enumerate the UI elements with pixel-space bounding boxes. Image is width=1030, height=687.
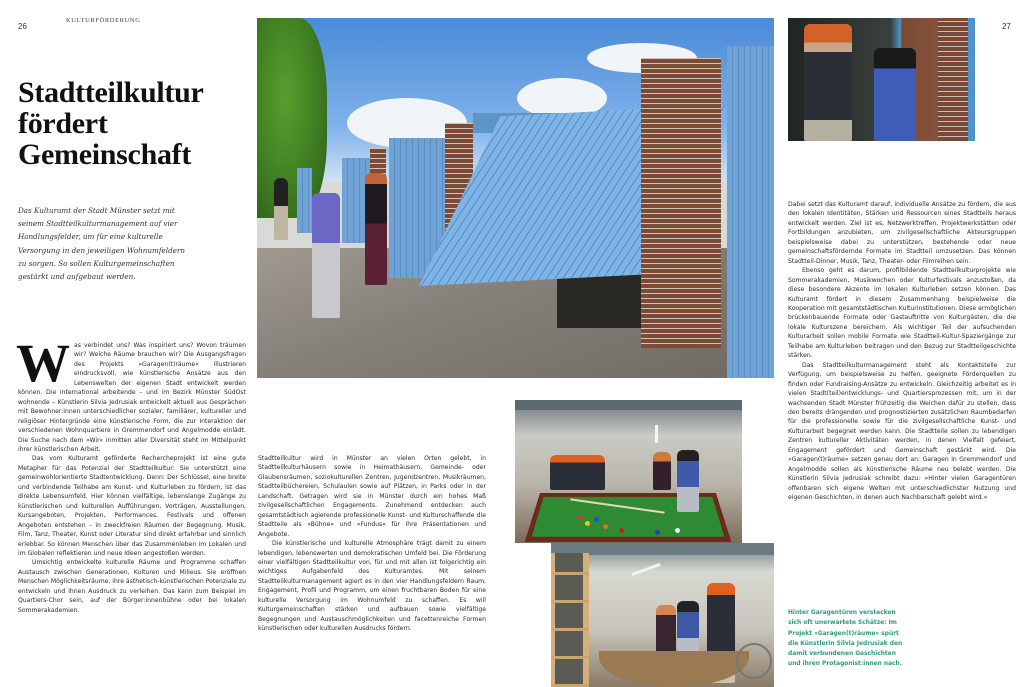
page-number-left: 26 bbox=[18, 22, 27, 31]
photo-boat-garage bbox=[551, 543, 774, 687]
cue-ball bbox=[675, 528, 680, 533]
garage-door bbox=[297, 168, 312, 233]
photo-pool-table bbox=[515, 400, 742, 543]
garage-door bbox=[727, 46, 774, 378]
ceiling-light bbox=[655, 425, 658, 443]
article-lead: Das Kulturamt der Stadt Münster setzt mit seinem Stadtteilkulturmanagement auf vier Handlungsfelder, um für eine kulturelle Versorgung in den jeweiligen Wohnumfeldern zu sorgen. So sollen Kulturgemeinschaften gestärkt und aufgebaut werden. bbox=[18, 206, 186, 282]
storage-shelf bbox=[551, 553, 589, 687]
photo-artist-conversation bbox=[788, 18, 975, 141]
body-column-2 bbox=[258, 454, 486, 634]
person-background bbox=[274, 178, 288, 240]
body-column-3 bbox=[788, 200, 1016, 503]
brick-pillar bbox=[641, 58, 721, 348]
pool-ball bbox=[655, 530, 660, 535]
person-playing-pool bbox=[550, 455, 605, 490]
article-headline bbox=[18, 77, 248, 170]
person-blue-sweater bbox=[677, 450, 699, 512]
pool-ball bbox=[603, 524, 608, 529]
person-purple-sweater bbox=[312, 193, 340, 318]
ceiling-light bbox=[631, 563, 660, 576]
body-paragraph: Stadtteilkultur wird in Münster an vielen Orten gelebt, in Stadtteilkulturhäusern sowie in Heimathäusern, Gemeinde- oder Glaubensräumen, soziokulturellen Zentren, Jugendzentren, Musikräumen, Stadtteilbüchereien, Schulaulen sowie auf Plätzen, in Parks oder in der Landschaft. Getragen wird sie in Münster durch ein hohes Maß zivilgesellschaftlichen Engagements. Zunehmend entdecken auch gesamtstädtisch agierende professionelle Kunst- und Kulturschaffende die Stadtteile als »Bühne« und »Fundus« für ihre Präsentationen und Angebote. bbox=[258, 455, 486, 538]
headline-line: fördert bbox=[18, 107, 108, 140]
photo-garages-exterior bbox=[257, 18, 774, 378]
body-paragraph: Ebenso geht es darum, profilbildende Stadtteilkulturprojekte wie Sommerakademien, Musikwochen oder Kulturfestivals anzustoßen, da diese besondere Akzente im lokalen Kulturleben setzen können. Das Kulturamt fördert in diesem Zusammenhang beispielweise die Kooperation mit gesamtstädtischen Kulturinstitutionen. Diese ermöglichen brückenbauende Formate oder Gastauftritte von Kulturgästen, die die lokale Kulturszene bereichern. Als wichtiger Teil der aufsuchenden Kulturarbeit sollen mobile Formate wie Stadtteil-Kultur-Spaziergänge zur Teilhabe am Kulturleben beitragen und den Bezug zur Stadtteilgeschichte stärken. bbox=[788, 267, 1016, 360]
pool-table bbox=[525, 493, 732, 542]
tree bbox=[257, 18, 327, 218]
bicycle-wheel bbox=[736, 643, 772, 679]
photo-caption: Hinter Garagentüren verstecken sich oft unerwartete Schätze: Im Projekt »Garagen(t)räume« spürt die Künstlerin Silvia Jedrusiak den damit verbundenen Geschichten und ihren Protagonist:innen nach. bbox=[788, 610, 903, 668]
body-paragraph: Umsichtig entwickelte kulturelle Räume und Programme schaffen Austausch zwischen Generationen, Kulturen und Milieus. Sie eröffnen Menschen Möglichkeitsräume, ihre ästhetisch-künstlerischen Potenziale zu entwickeln und ihnen Ausdruck zu verleihen. Das kann zum Beispiel im Quartiers-Chor sein, auf der Bürger:innenbühne oder bei lokalen Sommerakademien. bbox=[18, 559, 246, 614]
body-paragraph: Was verbindet uns? Was inspiriert uns? Wovon träumen wir? Welche Räume brauchen wir? Die Ausgangsfragen des Projekts »Garagen(t)räume« illustrieren eindrucksvoll, wie künstlerische Ansätze aus den Lebenswelten der eigenen Stadt entwickelt werden können. Die international arbeitende – und im Bezirk Münster SüdOst wohnende – Künstlerin Silvia Jedrusiak entwickelt aktuell aus Gesprächen mit Bewohner:innen unterschiedlicher sozialer, familiärer, kultureller und religiöser Hintergründe eine künstlerische Form, die zur Interaktion der verschiedenen Wohnquartiere in Gremmendorf und Angelmodde einlädt. Die Suche nach dem »Wir« inmitten aller Diversität steht im Mittelpunkt ihrer künstlerischen Arbeit. bbox=[16, 333, 246, 453]
headline-line: Gemeinschaft bbox=[18, 138, 192, 171]
pool-ball bbox=[585, 521, 590, 526]
person-background bbox=[653, 452, 671, 490]
garage-ceiling bbox=[515, 400, 742, 410]
body-paragraph: Dabei setzt das Kulturamt darauf, individuelle Ansätze zu fördern, die aus den lokalen Identitäten, Stärken und Ressourcen eines Stadtteils heraus entwickelt werden. Ziel ist es, Netzwerktreffen, Projektwerkstätten oder Fortbildungen anzubieten, um zivilgesellschaftliche Akteursgruppen beispielsweise dabei zu unterstützen, bestehende oder neue gemeinschaftsfördernde Formate im Stadtteil umzusetzen. Das können Stadtteil-Dinner, Musik, Tanz, Theater- oder Filmreihen sein. bbox=[788, 201, 1016, 265]
pool-ball bbox=[594, 517, 599, 522]
body-paragraph: Die künstlerische und kulturelle Atmosphäre trägt damit zu einem lebendigen, lebenswerten und demokratischen Umfeld bei. Die Förderung einer vielfältigen Stadtteilkultur von, für und mit allen ist folgerichtig ein wichtiges Aufgabenfeld des Kulturamtes. Mit seinem Stadtteilkulturmanagement agiert es in den vier Handlungsfeldern Raum, Engagement, Profil und Programm, um einen fruchtbaren Boden für eine kulturelle Versorgung im Wohnumfeld zu schaffen. Es will Kulturgemeinschaften stärken und aufbauen sowie vielfältige Begegnungen und Austauschmöglichkeiten und facettenreiche Formen künstlerischen oder kulturellen Ausdrucks fördern. bbox=[258, 540, 486, 633]
drop-cap: W bbox=[16, 333, 70, 393]
page-number-right: 27 bbox=[1002, 22, 1011, 31]
body-paragraph: Das vom Kulturamt geförderte Rechercheprojekt ist eine gute Metapher für das Potenzial der Stadtteilkultur: Sie unterstützt eine gemeinwohlorientierte Stadtentwicklung. Denn: Der Schlüssel, eine breite und verbindende Teilhabe am Kunst- und Kulturleben zu fördern, ist das direkte Lebensumfeld. Hier können vielfältige, lebenslange Zugänge zu künstlerischen und kulturellen Aufführungen, Vorträgen, Ausstellungen, Kursangeboten, Projekten, Performances, Festivals und offenen Angeboten entstehen – in zweckfreien Räumen der Begegnung. Musik, Film, Tanz, Theater, Kunst oder Literatur sind direkt erfahrbar und sinnlich erlebbar. So können Menschen über das Zusammenleben im Lokalen und im Globalen reflektieren und neue Ideen angestoßen werden. bbox=[18, 455, 246, 557]
body-paragraph: Das Stadtteilkulturmanagement steht als Kontaktstelle zur Verfügung, um beispielsweise zu helfen, geeignete Förderquellen zu finden oder Fundraising-Ansätze zu entwickeln. Gleichzeitig arbeitet es in vielen Stadt(teil)entwicklungs- und Quartiersprozessen mit, um in der wachsenden Stadt Münster frühzeitig die Weichen dafür zu stellen, dass den bereits drängenden und prognostizierten zusätzlichen Raumbedarfen für die professionelle sowie für die zivilgesellschaftliche Kunst- und Kulturarbeit begegnet werden kann. Die Stadtteile sollen zu lebendigen Zentren kultureller Aktivitäten werden, in denen Vielfalt gefeiert, Engagement gefördert und Gemeinschaft gestärkt wird. Die »Garagen(t)räume« setzen genau dort an: Garagen in Gremmendorf und Angelmodde sollen als künstlerische Räume neu belebt werden. Die Künstlerin Silvia Jedrusiak schreibt dazu: »Hinter vielen Garagentüren offenbaren sich eigene Welten mit unterschiedlichster Nutzung und eigenen Geschichten, in denen auch Nachbarschaft gelebt wird.« bbox=[788, 361, 1016, 502]
person-orange-beanie bbox=[804, 24, 852, 141]
person-blue-sweater bbox=[874, 48, 916, 141]
body-column-1 bbox=[16, 333, 246, 615]
headline-line: Stadtteilkultur bbox=[18, 76, 204, 109]
section-kicker: KULTURFÖRDERUNG bbox=[66, 17, 141, 24]
person-black-jacket bbox=[365, 173, 387, 285]
pool-ball bbox=[577, 515, 582, 520]
pool-ball bbox=[619, 528, 624, 533]
brick-wall bbox=[938, 18, 968, 141]
